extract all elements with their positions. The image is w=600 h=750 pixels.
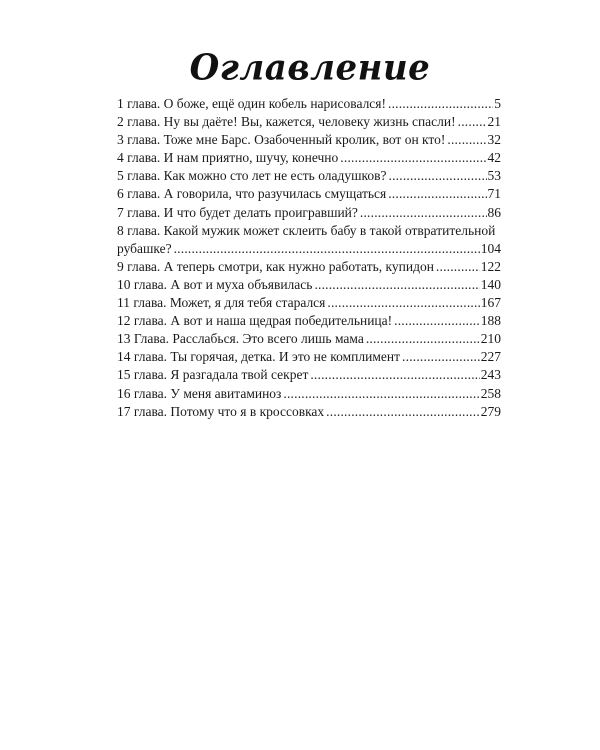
dot-leader bbox=[327, 294, 479, 312]
chapter-title: 9 глава. А теперь смотри, как нужно работать, купидон bbox=[117, 258, 434, 274]
dot-leader bbox=[283, 385, 479, 403]
toc-entry bbox=[117, 95, 501, 113]
page-number: 167 bbox=[480, 295, 501, 311]
dot-leader bbox=[389, 167, 487, 185]
chapter-title: 11 глава. Может, я для тебя старался bbox=[117, 295, 326, 311]
chapter-title: 4 глава. И нам приятно, шучу, конечно bbox=[117, 150, 339, 166]
chapter-title: 3 глава. Тоже мне Барс. Озабоченный кролик, вот он кто! bbox=[117, 132, 446, 148]
toc-entry bbox=[117, 312, 501, 330]
page-number: 42 bbox=[487, 150, 501, 166]
dot-leader bbox=[366, 330, 480, 348]
chapter-title: 7 глава. И что будет делать проигравший? bbox=[117, 204, 358, 220]
page-number: 5 bbox=[494, 96, 501, 111]
toc-entry bbox=[117, 294, 501, 312]
chapter-title: 6 глава. А говорила, что разучилась смущаться bbox=[117, 186, 387, 202]
chapter-title: 14 глава. Ты горячая, детка. И это не комплимент bbox=[117, 349, 401, 365]
dot-leader bbox=[174, 240, 480, 258]
toc-entry bbox=[117, 185, 501, 203]
page-number: 279 bbox=[480, 403, 501, 419]
dot-leader bbox=[314, 276, 479, 294]
dot-leader bbox=[394, 312, 480, 330]
toc-entry bbox=[117, 131, 501, 149]
chapter-title: 10 глава. А вот и муха объявилась bbox=[117, 276, 313, 292]
dot-leader bbox=[340, 149, 486, 167]
chapter-title: 1 глава. О боже, ещё один кобель нарисовался! bbox=[117, 96, 386, 111]
page-number: 188 bbox=[480, 313, 501, 329]
table-of-contents bbox=[117, 95, 501, 421]
chapter-title: 13 Глава. Расслабься. Это всего лишь мама bbox=[117, 331, 364, 347]
page-number: 53 bbox=[487, 168, 501, 184]
toc-entry bbox=[117, 204, 501, 222]
page-number: 258 bbox=[480, 385, 501, 401]
dot-leader bbox=[310, 366, 479, 384]
chapter-title-line1: 8 глава. Какой мужик может склеить бабу в такой отвратительной bbox=[117, 222, 496, 238]
toc-entry bbox=[117, 385, 501, 403]
page-title: Оглавление bbox=[189, 47, 431, 89]
toc-entry bbox=[117, 276, 501, 294]
dot-leader bbox=[360, 204, 487, 222]
dot-leader bbox=[388, 185, 486, 203]
page-number: 32 bbox=[487, 132, 501, 148]
page-number: 21 bbox=[487, 114, 501, 130]
chapter-title: 12 глава. А вот и наша щедрая победительница! bbox=[117, 313, 393, 329]
page-number: 210 bbox=[480, 331, 501, 347]
page-number: 227 bbox=[480, 349, 501, 365]
page-number: 243 bbox=[480, 367, 501, 383]
toc-entry bbox=[117, 330, 501, 348]
dot-leader bbox=[447, 131, 486, 149]
dot-leader bbox=[458, 113, 487, 131]
page-number: 86 bbox=[487, 204, 501, 220]
toc-entry bbox=[117, 366, 501, 384]
toc-entry bbox=[117, 149, 501, 167]
page-number: 104 bbox=[480, 240, 501, 256]
toc-entry bbox=[117, 258, 501, 276]
chapter-title: рубашке? bbox=[117, 240, 172, 256]
toc-entry bbox=[117, 113, 501, 131]
page-number: 122 bbox=[480, 258, 501, 274]
page-number: 140 bbox=[480, 276, 501, 292]
toc-entry bbox=[117, 403, 501, 421]
dot-leader bbox=[436, 258, 480, 276]
toc-entry bbox=[117, 167, 501, 185]
chapter-title: 17 глава. Потому что я в кроссовках bbox=[117, 403, 325, 419]
chapter-title: 15 глава. Я разгадала твой секрет bbox=[117, 367, 309, 383]
page-number: 71 bbox=[487, 186, 501, 202]
dot-leader bbox=[326, 403, 480, 421]
dot-leader bbox=[402, 348, 480, 366]
chapter-title: 5 глава. Как можно сто лет не есть оладушков? bbox=[117, 168, 387, 184]
chapter-title: 16 глава. У меня авитаминоз bbox=[117, 385, 282, 401]
chapter-title: 2 глава. Ну вы даёте! Вы, кажется, человеку жизнь спасли! bbox=[117, 114, 456, 130]
toc-entry bbox=[117, 222, 501, 258]
dot-leader bbox=[388, 95, 493, 113]
toc-entry bbox=[117, 348, 501, 366]
